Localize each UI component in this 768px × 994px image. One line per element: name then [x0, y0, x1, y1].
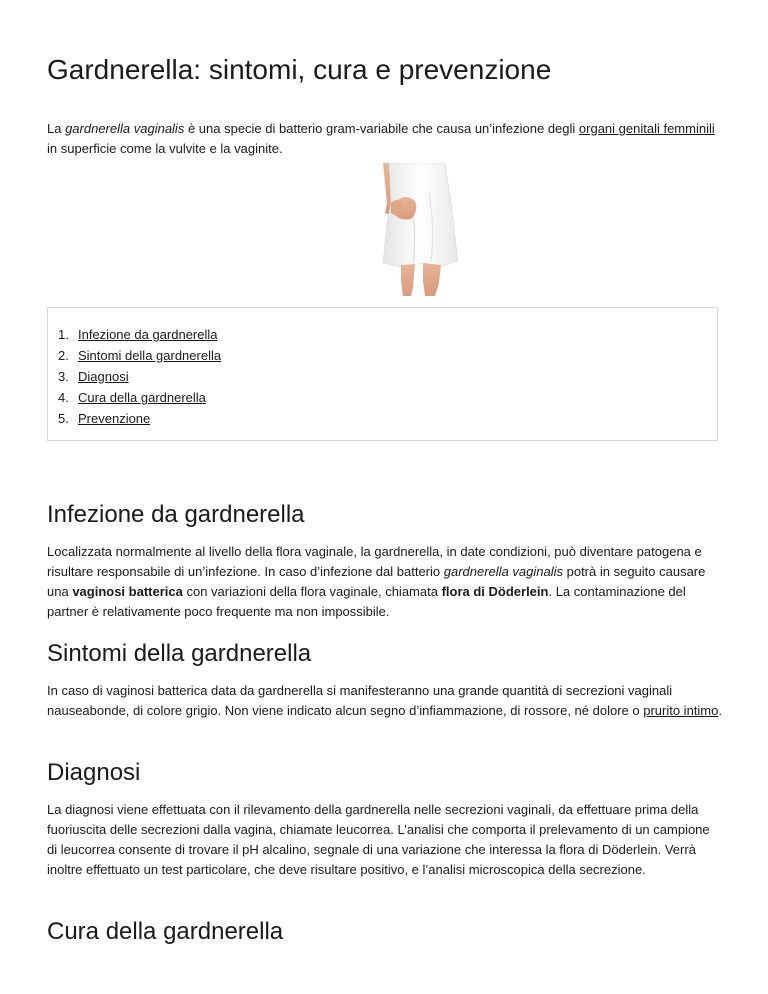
organi-genitali-link[interactable]: organi genitali femminili [578, 121, 715, 136]
paragraph-diagnosi: La diagnosi viene effettuata con il rilevamento della gardnerella nelle secrezioni vaginali, da effettuare prima della fuoriuscita delle secrezioni dalla vagina, chiamate leucorrea. L’analisi che comporta il prelevamento di un campione di leucorrea consente di trovare il pH alcalino, segnale di una variazione che interessa la flora di Döderlein. Verrà inoltre effettuato un test particolare, che deve risultare positivo, e l’analisi microscopica della secrezione. [47, 802, 710, 877]
toc-link-diagnosi[interactable]: Diagnosi [78, 369, 129, 384]
intro-paragraph: La gardnerella vaginalis è una specie di batterio gram-variabile che causa un’infezione degli organi genitali femminili in superficie come la vulvite e la vaginite. [47, 121, 715, 156]
toc-link-cura[interactable]: Cura della gardnerella [78, 390, 206, 405]
toc-link-prevenzione[interactable]: Prevenzione [78, 411, 151, 426]
toc-item: 4. Cura della gardnerella [58, 390, 206, 405]
table-of-contents [47, 307, 718, 441]
toc-item: 2. Sintomi della gardnerella [58, 348, 222, 363]
heading-sintomi: Sintomi della gardnerella [47, 640, 312, 667]
toc-item: 5. Prevenzione [58, 411, 151, 426]
toc-link-sintomi[interactable]: Sintomi della gardnerella [78, 348, 222, 363]
heading-diagnosi: Diagnosi [47, 759, 141, 786]
paragraph-sintomi: In caso di vaginosi batterica data da gardnerella si manifesteranno una grande quantità di secrezioni vaginali nauseabonde, di colore grigio. Non viene indicato alcun segno d’infiammazione, di rossore, né dolore o prurito intimo. [47, 683, 722, 718]
prurito-intimo-link[interactable]: prurito intimo [643, 703, 719, 718]
heading-infezione: Infezione da gardnerella [47, 501, 305, 528]
toc-item: 3. Diagnosi [58, 369, 129, 384]
toc-list [58, 324, 221, 429]
paragraph-infezione: Localizzata normalmente al livello della flora vaginale, la gardnerella, in date condizioni, può diventare patogena e risultare responsabile di un’infezione. In caso d’infezione dal batterio gardnerella vaginalis potrà in seguito causare una vaginosi batterica con variazioni della flora vaginale, chiamata flora di Döderlein. La contaminazione del partner è relativamente poco frequente ma non impossibile. [47, 544, 706, 619]
hero-image [361, 163, 461, 296]
toc-link-infezione[interactable]: Infezione da gardnerella [78, 327, 218, 342]
intro-emphasis: gardnerella vaginalis [65, 121, 185, 136]
page-title: Gardnerella: sintomi, cura e prevenzione [47, 54, 552, 85]
heading-cura: Cura della gardnerella [47, 918, 284, 945]
toc-item: 1. Infezione da gardnerella [58, 327, 218, 342]
